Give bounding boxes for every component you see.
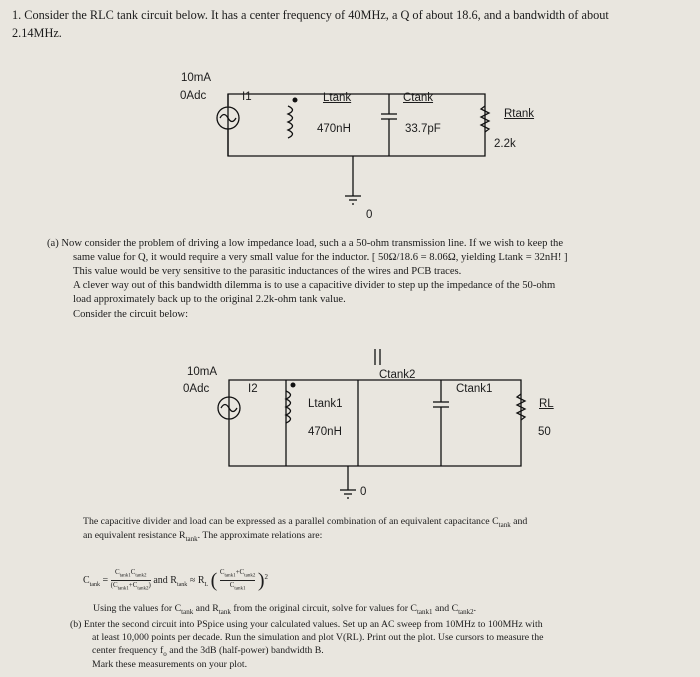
formula-ratio-sub2: tank2: [244, 573, 256, 579]
circuit2-ctank1-name: Ctank1: [456, 383, 493, 395]
part-a-line-2: same value for Q, it would require a very small value for the inductor. [ 50Ω/18.6 = 8.06Ω, yielding Ltank = 32nH! ]: [73, 252, 568, 263]
using-line: [93, 603, 476, 616]
explanation-line-1-text: The capacitive divider and load can be expressed as a parallel combination of an equivalent capacitance C: [83, 516, 499, 527]
circuit1-rtank-name: Rtank: [504, 108, 535, 120]
formula-ratio-num: [220, 568, 256, 581]
explanation-line-2-end: . The approximate relations are:: [197, 530, 323, 541]
formula-den-open: (C: [110, 581, 118, 590]
problem-line-2: 2.14MHz.: [12, 26, 62, 40]
problem-line-1: 1. Consider the RLC tank circuit below. It has a center frequency of 40MHz, a Q of about 18.6, and a bandwidth of about: [12, 8, 609, 22]
using-text-b: and R: [193, 603, 219, 614]
part-b-line-1: (b) Enter the second circuit into PSpice using your calculated values. Set up an AC sweep from 10MHz to 100MHz with: [70, 619, 543, 630]
circuit2-source-current: 10mA: [187, 366, 218, 378]
formula-fraction-num: [111, 568, 151, 581]
formula-den-sub1: tank1: [117, 586, 129, 592]
formula-ratio-plus: +C: [235, 568, 245, 576]
formula-ratio-den-sub: tank1: [234, 586, 246, 592]
circuit1-inductor-dot: [293, 98, 298, 103]
formula-ratio-sub1: tank1: [224, 573, 236, 579]
part-a-line-4: A clever way out of this bandwidth dilemma is to use a capacitive divider to step up the impedance of the 50-ohm: [73, 280, 556, 291]
formula-ctank-sub: tank: [89, 582, 101, 589]
using-text-a: Using the values for C: [93, 603, 182, 614]
part-a-line-1: (a) Now consider the problem of driving a low impedance load, such a a 50-ohm transmission line. If we wish to keep the: [47, 238, 564, 249]
formula-den-close: ): [148, 581, 151, 590]
part-b-line-2: at least 10,000 points per decade. Run the simulation and plot V(RL). Print out the plot. Use cursors to measure the: [92, 632, 544, 643]
formula-den-plus: +C: [128, 581, 138, 590]
explanation-line-1: [83, 516, 527, 529]
formula-left-paren: (: [210, 569, 218, 592]
formula-rtank-sub: tank: [176, 582, 188, 589]
formula-approx: ≈: [189, 575, 196, 587]
explanation-line-1-sub: tank: [498, 520, 511, 529]
circuit1-ctank-value: 33.7pF: [405, 123, 441, 135]
circuit1-source-current: 10mA: [181, 72, 212, 84]
circuit2-source-dc: 0Adc: [183, 383, 210, 395]
part-b-line-4: Mark these measurements on your plot.: [92, 659, 248, 670]
circuit1-rtank-value: 2.2k: [494, 138, 516, 150]
circuit1-inductor-symbol: [288, 106, 293, 138]
using-text-e: .: [473, 603, 477, 614]
formula-num-sub1: tank1: [119, 573, 131, 579]
using-text-d: and C: [432, 603, 459, 614]
circuit2-rl-name: RL: [539, 398, 554, 410]
formula-ratio-c1: C: [219, 568, 225, 576]
formula-num-c2: C: [130, 568, 136, 576]
using-sub-c: tank1: [416, 607, 433, 616]
part-a-line-5: load approximately back up to the original 2.2k-ohm tank value.: [73, 294, 346, 305]
circuit2-rl-value: 50: [538, 426, 551, 438]
circuit1-top-wire: [228, 94, 485, 156]
explanation-line-2-sub: tank: [185, 534, 198, 543]
circuit1-source-dc: 0Adc: [180, 90, 207, 102]
part-b-line-3-sub: o: [163, 649, 167, 658]
formula-ratio: [220, 568, 256, 594]
circuit2-inductor-dot: [291, 383, 296, 388]
formula-den-sub2: tank2: [137, 586, 149, 592]
circuit2-ground-label: 0: [360, 486, 367, 498]
explanation-line-2-text: an equivalent resistance R: [83, 530, 186, 541]
formula-ctank: C: [83, 575, 90, 587]
formula-rtank: R: [170, 575, 177, 587]
formula-fraction: [111, 568, 151, 594]
circuit1-ground-label: 0: [366, 209, 373, 221]
circuit2-inductor-symbol: [286, 391, 291, 423]
circuit1-ltank-name: Ltank: [323, 92, 352, 104]
using-sub-b: tank: [218, 607, 231, 616]
formula-right-paren: ): [257, 569, 265, 592]
formula-ratio-den-c: C: [229, 581, 235, 590]
circuit2-ltank-name: Ltank1: [308, 398, 343, 410]
explanation-line-2: [83, 530, 322, 543]
formula-rl: R: [197, 575, 205, 587]
part-b-line-3-end: and the 3dB (half-power) bandwidth B.: [166, 645, 324, 656]
formula-and: and: [153, 575, 168, 587]
formula-num-c1: C: [114, 568, 120, 576]
using-sub-a: tank: [181, 607, 194, 616]
circuit1-source-name: I1: [242, 91, 252, 103]
formula-ratio-den: [220, 581, 256, 593]
formula-rl-sub: L: [204, 582, 209, 589]
part-a-line-3: This value would be very sensitive to the parasitic inductances of the wires and PCB traces.: [73, 266, 462, 277]
circuit2-source-name: I2: [248, 383, 258, 395]
formula: [83, 568, 268, 594]
formula-equals: =: [102, 575, 109, 587]
part-b-line-3-text: center frequency f: [92, 645, 164, 656]
formula-num-sub2: tank2: [135, 573, 147, 579]
circuit2-ltank-value: 470nH: [308, 426, 342, 438]
circuit2-ctank2-name: Ctank2: [379, 369, 416, 381]
formula-fraction-den: [111, 581, 151, 593]
circuit1-ltank-value: 470nH: [317, 123, 351, 135]
explanation-line-1-end: and: [510, 516, 528, 527]
formula-power: 2: [264, 572, 269, 581]
part-a-line-6: Consider the circuit below:: [73, 309, 189, 320]
part-b-line-3: [92, 645, 324, 658]
using-text-c: from the original circuit, solve for values for C: [230, 603, 417, 614]
circuit1-ctank-name: Ctank: [403, 92, 434, 104]
using-sub-d: tank2: [458, 607, 474, 616]
